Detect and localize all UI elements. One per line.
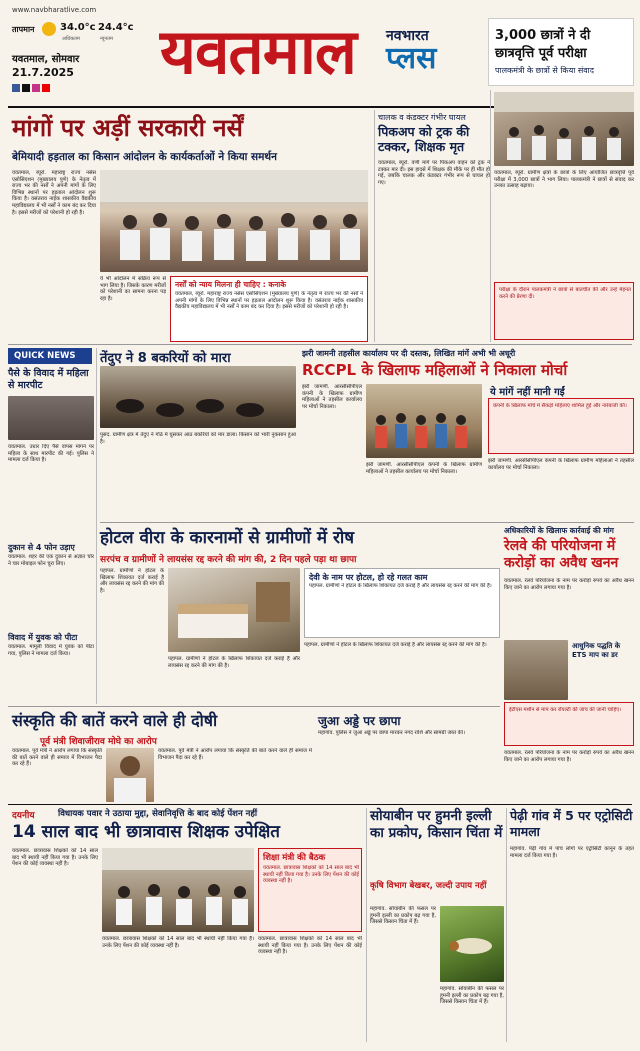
quick-news-body: यवतमाल. शहर की एक दुकान से अज्ञात चोर ने चार मोबाइल फोन चुरा लिए।	[8, 554, 94, 567]
section-rule	[8, 804, 632, 805]
teaser-line1: 3,000 छात्रों ने दी	[495, 28, 591, 43]
culture-subhead: पूर्व मंत्री शिवाजीराव मोघे का आरोप	[40, 737, 157, 747]
hotel-headline: होटल वीरा के कारनामों से ग्रामीणों में रोष	[100, 528, 355, 548]
hostel-photo	[102, 848, 254, 932]
brand-top: नवभारत	[386, 28, 429, 44]
hostel-kicker: विधायक पवार ने उठाया मुद्दा, सेवानिवृत्ति के बाद कोई पेंशन नहीं	[58, 809, 258, 819]
quick-news-tag	[8, 348, 92, 364]
temp-max-label: अधिकतम	[62, 36, 80, 42]
col-divider	[374, 110, 375, 342]
culture-headline: संस्कृति की बातें करने वाले ही दोषी	[12, 711, 218, 730]
facebook-icon[interactable]	[12, 84, 20, 92]
col-divider	[506, 808, 507, 1042]
gambling-headline: जुआ अड्डे पर छापा	[318, 714, 401, 728]
rccpl-headline: RCCPL के खिलाफ महिलाओं ने निकाला मोर्चा	[302, 361, 568, 379]
hostel-body-more: यवतमाल. छात्रावास शिक्षकों को 14 साल बाद भी स्थायी नहीं किया गया है। उनके लिए पेंशन की कोई व्यवस्था नहीं है।	[258, 936, 362, 956]
teaser-box[interactable]	[488, 18, 634, 86]
soybean-subhead: कृषि विभाग बेखबर, जल्दी उपाय नहीं	[370, 881, 487, 891]
soybean-body: महागांव. सोयाबीन की फसल पर हुमनी इल्ली का प्रकोप बढ़ गया है, जिससे किसान चिंता में हैं।	[370, 906, 436, 926]
temp-max: 34.0°c	[60, 22, 96, 33]
hotel-subhead: सरपंच व ग्रामीणों ने लायसंस रद्द करने की मांग की, 2 दिन पहले पड़ा था छापा	[100, 555, 357, 565]
temp-min-label: न्यूनतम	[100, 36, 113, 42]
quick-news-headline[interactable]: विवाद में युवक को पीटा	[8, 633, 78, 642]
rccpl-photo	[366, 384, 482, 458]
hostel-side-box	[258, 848, 362, 932]
hotel-room-illustration	[168, 568, 300, 652]
quick-news-headline[interactable]: दुकान से 4 फोन उड़ाए	[8, 543, 75, 552]
goats-body: पुसद. ग्रामीण क्षेत्र में तेंदुए ने गोठे में घुसकर आठ बकरियों को मार डाला। किसान को भारी नुकसान हुआ है।	[100, 432, 296, 445]
railway-headline: रेलवे की परियोजना में करोड़ों का अवैध खनन	[504, 538, 619, 571]
accident-kicker: चालक व कंडक्टर गंभीर घायल	[378, 113, 466, 122]
lead-quote-body: यवतमाल, ब्यूरो. महाराष्ट्र राज्य नर्सेस एसोसिएशन (मुख्यालय पुणे) के नेतृत्व में राज्य भर की नर्सों ने अपनी मांगों के लिए विभिन्न स्थानों पर हड़ताल आंदोलन शुरू किया है। वसंतराव नाईक शासकीय वैद्यकीय महाविद्यालय में भी नर्सों ने काम बंद कर दिया है। इससे मरीजों को परेशानी हो रही है।	[175, 291, 363, 311]
quick-news-column	[8, 368, 94, 704]
railway-box	[504, 702, 634, 746]
rccpl-body: झरी जामणी. आरसीसीपीएल कंपनी के खिलाफ ग्रामीण महिलाओं ने तहसील कार्यालय पर मोर्चा निकाला।	[302, 384, 362, 410]
lead-headline: मांगों पर अड़ीं सरकारी नर्सें	[12, 114, 243, 142]
lead-photo	[100, 170, 368, 272]
quick-news-photo	[8, 396, 94, 440]
hotel-inset-body: पहापल. ग्रामीणों ने होटल के खिलाफ शिकायत दर्ज कराई है और लायसंस रद्द करने की मांग की है।	[309, 583, 492, 589]
railway-body: यवतमाल. रेलवे परियोजना के नाम पर करोड़ों रुपये का अवैध खनन किए जाने का आरोप लगाया गया है।	[504, 578, 634, 591]
col-divider	[490, 90, 491, 342]
lead-quote: नर्सों को न्याय मिलना ही चाहिए : कनाके	[175, 280, 286, 289]
teaser-line2: छात्रवृत्ति पूर्व परीक्षा	[495, 46, 587, 61]
meeting-illustration	[102, 848, 254, 932]
culture-body: यवतमाल. पूर्व मंत्री ने आरोप लगाया कि संस्कृति की बातें करने वाले ही समाज में विभाजन पैदा कर रहे हैं।	[12, 748, 102, 768]
goats-headline: तेंदुए ने 8 बकरियों को मारा	[100, 351, 231, 366]
site-url[interactable]: www.navbharatlive.com	[12, 6, 97, 14]
goats-photo	[100, 366, 296, 428]
hostel-side-head: शिक्षा मंत्री की बैठक	[263, 853, 326, 863]
lead-body: यवतमाल, ब्यूरो. महाराष्ट्र राज्य नर्सेस एसोसिएशन (मुख्यालय पुणे) के नेतृत्व में राज्य भर की नर्सों ने अपनी मांगों के लिए विभिन्न स्थानों पर हड़ताल आंदोलन शुरू किया है। वसंतराव नाईक शासकीय वैद्यकीय महाविद्यालय में भी नर्सों ने काम बंद कर दिया है। इससे मरीजों को परेशानी हो रही है।	[12, 170, 96, 216]
section-rule	[8, 706, 500, 707]
hotel-photo	[168, 568, 300, 652]
railway-box-text: ईटीएस मशीन से माप कर रॉयल्टी की जांच की जानी चाहिए।	[509, 707, 622, 713]
city-day: यवतमाल, सोमवार	[12, 54, 80, 65]
quick-news-body: यवतमाल. मामूली विवाद में युवक को पीटा गया, पुलिस ने मामला दर्ज किया।	[8, 644, 94, 657]
railway-kicker: अधिकारियों के खिलाफ कार्रवाई की मांग	[504, 526, 614, 535]
hostel-kicker-label: दयनीय	[12, 811, 35, 821]
rccpl-kicker: झरी जामनी तहसील कार्यालय पर दी दस्तक, लिखित मांगें अभी भी अधूरी	[302, 349, 516, 358]
exam-body: यवतमाल, ब्यूरो. ग्रामीण क्षेत्रों के छात्रों के लिए आयोजित छात्रवृत्ति पूर्व परीक्षा में 3,000 छात्रों ने भाग लिया। पालकमंत्री ने छात्रों से संवाद कर उनका उत्साह बढ़ाया।	[494, 170, 634, 190]
rccpl-box	[488, 398, 634, 454]
person-illustration	[106, 748, 154, 802]
exam-photo	[494, 92, 634, 166]
hotel-body-cont: पहापल. ग्रामीणों ने होटल के खिलाफ शिकायत दर्ज कराई है और लायसंस रद्द करने की मांग की है।	[168, 656, 300, 669]
goats-illustration	[100, 366, 296, 428]
hostel-side-text: यवतमाल. छात्रावास शिक्षकों को 14 साल बाद भी स्थायी नहीं किया गया है। उनके लिए पेंशन की कोई व्यवस्था नहीं है।	[263, 865, 359, 885]
petrol-body: महागांव. पेढ़ी गांव में पांच लोगों पर एट्रोसिटी कानून के तहत मामला दर्ज किया गया है।	[510, 846, 634, 859]
quick-news-body: यवतमाल. उधार दिए पैसे वापस मांगने पर महिला के साथ मारपीट की गई। पुलिस ने मामला दर्ज किया है।	[8, 444, 94, 464]
lead-right-col: ये भी आंदोलन में सक्रिय रूप से भाग लिया है। जिसके कारण मरीजों को परेशानी का सामना करना पड़ रहा है।	[100, 276, 166, 302]
exam-box	[494, 282, 634, 340]
quick-news-label: QUICK NEWS	[14, 351, 76, 361]
lead-subhead: बेमियादी हड़ताल का किसान आंदोलन के कार्यकर्ताओं ने किया समर्थन	[12, 151, 277, 163]
temp-min: 24.4°c	[98, 22, 134, 33]
rccpl-box-text: कंपनी के खिलाफ मोर्चे में सैकड़ों महिलाएं शामिल हुईं और नारेबाजी की।	[493, 403, 627, 409]
soybean-photo	[440, 906, 504, 982]
accident-body: यवतमाल, ब्यूरो. वणी मार्ग पर पिकअप वाहन को ट्रक ने टक्कर मार दी। इस हादसे में शिक्षक की मौके पर ही मौत हो गई, जबकि चालक और कंडक्टर गंभीर रूप से घायल हो गए।	[378, 160, 490, 186]
hotel-inset-title: देवी के नाम पर होटल, हो रहे गलत काम	[309, 573, 428, 582]
exam-box-text: परीक्षा के दौरान पालकमंत्री ने छात्रों से बातचीत की और उन्हें मेहनत करने की प्रेरणा दी।	[499, 287, 631, 300]
soybean-body-cont: महागांव. सोयाबीन की फसल पर हुमनी इल्ली का प्रकोप बढ़ गया है, जिससे किसान चिंता में हैं।	[440, 986, 504, 1006]
hostel-body-cont: यवतमाल. छात्रावास शिक्षकों को 14 साल बाद भी स्थायी नहीं किया गया है। उनके लिए पेंशन की कोई व्यवस्था नहीं है।	[102, 936, 254, 949]
railway-body-cont: यवतमाल. रेलवे परियोजना के नाम पर करोड़ों रुपये का अवैध खनन किए जाने का आरोप लगाया गया है।	[504, 750, 634, 763]
hotel-body: पहापल. ग्रामीणों ने होटल के खिलाफ शिकायत दर्ज कराई है और लायसंस रद्द करने की मांग की है।	[100, 568, 164, 594]
weather-widget	[12, 20, 132, 46]
soybean-headline: सोयाबीन पर हुमनी इल्ली का प्रकोप, किसान चिंता में	[370, 808, 503, 841]
youtube-icon[interactable]	[42, 84, 50, 92]
section-rule	[8, 344, 632, 345]
railway-photo-caption: आधुनिक पद्धति के ETS माप का डर	[572, 642, 621, 659]
section-rule	[100, 522, 634, 523]
gambling-body: महागांव. पुलिस ने जुआ अड्डे पर छापा मारकर नगद राशि और सामग्री जब्त की।	[318, 730, 465, 736]
hotel-body-more: पहापल. ग्रामीणों ने होटल के खिलाफ शिकायत दर्ज कराई है और लायसंस रद्द करने की मांग की है।	[304, 642, 487, 648]
hostel-headline: 14 साल बाद भी छात्रावास शिक्षक उपेक्षित	[12, 822, 280, 842]
brand-bottom: प्लस	[386, 41, 437, 76]
x-icon[interactable]	[22, 84, 30, 92]
caterpillar-illustration	[440, 906, 504, 982]
culture-body-cont: यवतमाल. पूर्व मंत्री ने आरोप लगाया कि संस्कृति की बातें करने वाले ही समाज में विभाजन पैदा कर रहे हैं।	[158, 748, 312, 761]
accident-headline: पिकअप को ट्रक की टक्कर, शिक्षक मृत	[378, 124, 470, 154]
rccpl-body-cont: झरी जामणी. आरसीसीपीएल कंपनी के खिलाफ ग्रामीण महिलाओं ने तहसील कार्यालय पर मोर्चा निकाला।	[366, 462, 482, 475]
lead-quote-box	[170, 276, 368, 342]
masthead-title: यवतमाल	[160, 15, 356, 88]
rccpl-side-head: ये मांगें नहीं मानी गईं	[490, 387, 565, 398]
culture-portrait	[106, 748, 154, 802]
protest-illustration	[366, 384, 482, 458]
sun-icon	[42, 22, 56, 36]
edition-date: 21.7.2025	[12, 66, 74, 79]
weather-label: तापमान	[12, 25, 35, 34]
instagram-icon[interactable]	[32, 84, 40, 92]
hostel-body: यवतमाल. छात्रावास शिक्षकों को 14 साल बाद भी स्थायी नहीं किया गया है। उनके लिए पेंशन की कोई व्यवस्था नहीं है।	[12, 848, 98, 868]
railway-photo	[504, 640, 568, 700]
classroom-illustration	[494, 92, 634, 166]
social-icons	[12, 84, 52, 93]
teaser-sub: पालकमंत्री के छात्रों से किया संवाद	[495, 66, 594, 75]
hotel-inset	[304, 568, 500, 638]
col-divider	[96, 348, 97, 704]
petrol-headline: पेढ़ी गांव में 5 पर एट्रोसिटी मामला	[510, 808, 633, 839]
col-divider	[366, 808, 367, 1042]
quick-news-headline[interactable]: पैसे के विवाद में महिला से मारपीट	[8, 368, 89, 391]
crowd-illustration	[100, 170, 368, 272]
rccpl-side-body: झरी जामणी. आरसीसीपीएल कंपनी के खिलाफ ग्रामीण महिलाओं ने तहसील कार्यालय पर मोर्चा निकाला।	[488, 458, 634, 471]
